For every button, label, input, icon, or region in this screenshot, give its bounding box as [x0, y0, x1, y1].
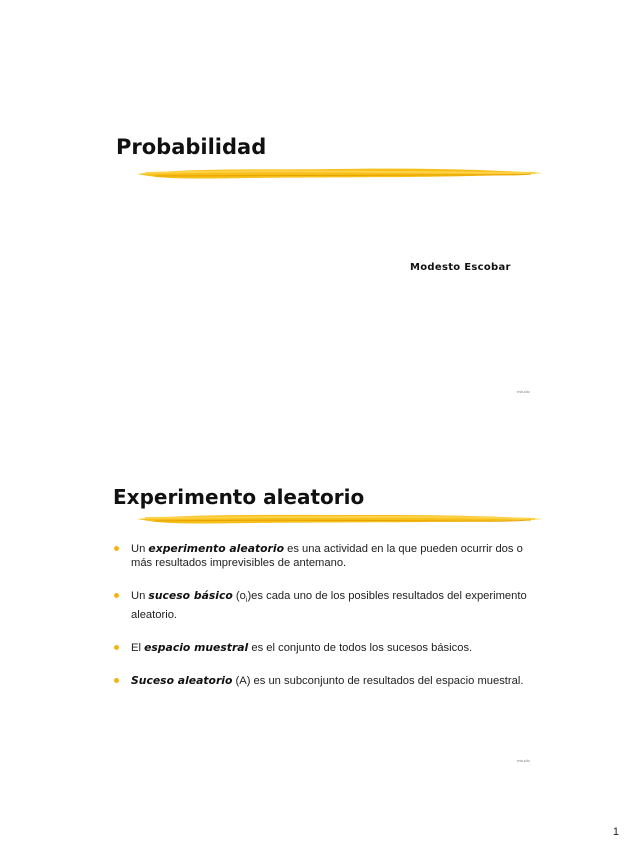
title-underline-brush: [135, 164, 545, 184]
bullet-prefix: Un: [131, 590, 149, 602]
bullet-text: es el conjunto de todos los sucesos básicos.: [248, 642, 473, 655]
bullet-prefix: Un: [131, 543, 149, 555]
footer-mark: estudio: [517, 389, 530, 394]
page-number: 1: [612, 826, 619, 838]
bullet-term: espacio muestral: [144, 641, 249, 655]
bullet-subscript: i: [245, 597, 248, 605]
bullet-symbol: (o: [232, 590, 246, 602]
list-item: [114, 641, 534, 655]
slide-title: Probabilidad: [116, 135, 267, 159]
bullet-text: (A) es un subconjunto de resultados del espacio muestral.: [232, 675, 524, 688]
bullet-icon: [114, 645, 119, 650]
bullet-icon: [114, 678, 119, 683]
bullet-text: )es cada uno de los posibles resultados del experimento aleatorio.: [131, 590, 527, 622]
bullet-term: Suceso aleatorio: [131, 674, 233, 688]
slide-title: Experimento aleatorio: [113, 485, 365, 509]
title-underline-brush: [135, 509, 545, 529]
bullet-prefix: El: [131, 642, 145, 655]
slide-experimento-aleatorio: [0, 420, 631, 800]
bullet-icon: [114, 546, 119, 551]
footer-mark: estudio: [517, 758, 530, 763]
bullet-icon: [114, 593, 119, 598]
slide-probabilidad: [0, 0, 631, 420]
bullet-text: es una actividad en la que pueden ocurrir dos o más resultados imprevisibles de antemano.: [131, 543, 523, 569]
author-name: Modesto Escobar: [410, 262, 511, 273]
bullet-term: experimento aleatorio: [148, 542, 284, 555]
bullet-term: suceso básico: [148, 589, 233, 602]
list-item: [114, 542, 534, 570]
list-item: [114, 674, 534, 688]
list-item: [114, 589, 534, 622]
bullet-list: [114, 542, 534, 707]
